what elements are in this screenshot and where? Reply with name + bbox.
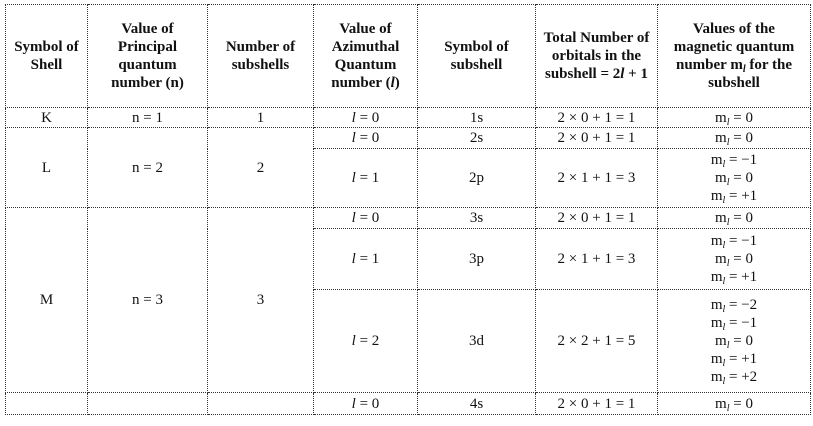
header-total-orbitals: Total Number of orbitals in the subshell = 2l + 1 [536, 5, 658, 108]
orbitals-1s: 2 × 0 + 1 = 1 [536, 108, 658, 128]
azimuthal-3d: l = 2 [314, 290, 418, 393]
magnetic-value: $m_l = -2$ [710, 297, 758, 315]
table-row-3s [6, 208, 811, 229]
header-principal-quantum-number: Value of Principal quantum number (n) [88, 5, 208, 108]
subshell-symbol-2s: 2s [418, 128, 536, 149]
orbitals-3p: 2 × 1 + 1 = 3 [536, 229, 658, 290]
orbitals-2p: 2 × 1 + 1 = 3 [536, 149, 658, 208]
magnetic-value: $m_l = -1$ [710, 233, 758, 251]
magnetic-value: $m_l = 0$ [715, 333, 753, 351]
azimuthal-1s: l = 0 [314, 108, 418, 128]
shell-symbol-l: L [6, 128, 88, 208]
magnetic-2s: $m_l = 0$ [658, 128, 811, 149]
magnetic-value: $m_l = +1$ [710, 188, 758, 206]
magnetic-3d [658, 290, 811, 393]
table-row-4s [6, 393, 811, 415]
magnetic-3p [658, 229, 811, 290]
header-azimuthal-quantum-number: Value of Azimuthal Quantum number (l) [314, 5, 418, 108]
principal-n-empty [88, 393, 208, 415]
orbitals-3d: 2 × 2 + 1 = 5 [536, 290, 658, 393]
principal-n-l: n = 2 [88, 128, 208, 208]
subshell-symbol-4s: 4s [418, 393, 536, 415]
shell-symbol-m: M [6, 208, 88, 393]
subshell-count-empty [208, 393, 314, 415]
shell-symbol-n-empty [6, 393, 88, 415]
orbitals-3s: 2 × 0 + 1 = 1 [536, 208, 658, 229]
subshell-symbol-3p: 3p [418, 229, 536, 290]
magnetic-4s: $m_l = 0$ [658, 393, 811, 415]
azimuthal-2s: l = 0 [314, 128, 418, 149]
magnetic-value: $m_l = -1$ [710, 152, 758, 170]
header-number-of-subshells: Number of subshells [208, 5, 314, 108]
subshell-symbol-2p: 2p [418, 149, 536, 208]
principal-n-k: n = 1 [88, 108, 208, 128]
azimuthal-3s: l = 0 [314, 208, 418, 229]
azimuthal-2p: l = 1 [314, 149, 418, 208]
header-symbol-of-subshell: Symbol of subshell [418, 5, 536, 108]
magnetic-2p [658, 149, 811, 208]
subshell-count-k: 1 [208, 108, 314, 128]
shell-symbol-k: K [6, 108, 88, 128]
orbitals-2s: 2 × 0 + 1 = 1 [536, 128, 658, 149]
magnetic-value: $m_l = +1$ [710, 269, 758, 287]
table-row-1s [6, 108, 811, 128]
subshell-symbol-3s: 3s [418, 208, 536, 229]
header-row [6, 5, 811, 108]
azimuthal-4s: l = 0 [314, 393, 418, 415]
magnetic-value: $m_l = +2$ [710, 369, 758, 387]
magnetic-value: $m_l = 0$ [715, 251, 753, 269]
magnetic-1s: $m_l = 0$ [658, 108, 811, 128]
subshell-count-m: 3 [208, 208, 314, 393]
azimuthal-3p: l = 1 [314, 229, 418, 290]
subshell-symbol-1s: 1s [418, 108, 536, 128]
magnetic-value: $m_l = 0$ [715, 170, 753, 188]
orbitals-4s: 2 × 0 + 1 = 1 [536, 393, 658, 415]
quantum-numbers-table [5, 4, 811, 415]
subshell-symbol-3d: 3d [418, 290, 536, 393]
header-symbol-of-shell: Symbol of Shell [6, 5, 88, 108]
magnetic-value: $m_l = -1$ [710, 315, 758, 333]
subshell-count-l: 2 [208, 128, 314, 208]
table-row-2s [6, 128, 811, 149]
principal-n-m: n = 3 [88, 208, 208, 393]
magnetic-value: $m_l = +1$ [710, 351, 758, 369]
magnetic-3s: $m_l = 0$ [658, 208, 811, 229]
header-magnetic-quantum-number: Values of the magnetic quantum number $m_l$ for the subshell [658, 5, 811, 108]
